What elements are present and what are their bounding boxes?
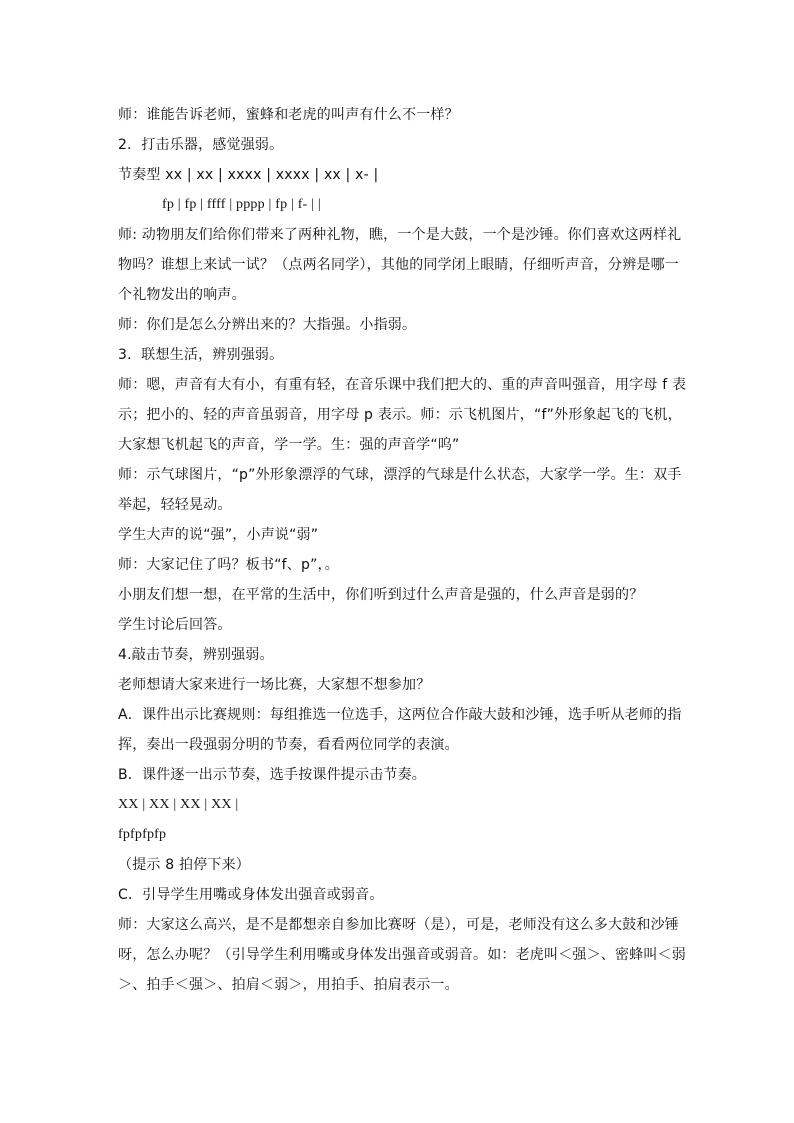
text-line-7: 个礼物发出的响声。 [118,287,246,303]
rhythm-xx-line: XX | XX | XX | XX | [118,797,239,812]
text-line-29: 呀，怎么办呢？（引导学生利用嘴或身体发出强音或弱音。如：老虎叫＜强＞、密蜂叫＜弱 [118,947,686,963]
rhythm-dynamics-line: fp | fp | ffff | pppp | fp | f- | | [162,197,321,212]
text-line-22: 挥，奏出一段强弱分明的节奏，看看两位同学的表演。 [118,737,459,753]
text-line-23: B．课件逐一出示节奏，选手按课件提示击节奏。 [118,767,427,783]
text-line-12: 大家想飞机起飞的声音，学一学。生：强的声音学“呜” [118,437,460,453]
text-line-10: 师：嗯，声音有大有小，有重有轻，在音乐课中我们把大的、重的声音叫强音，用字母 f 表 [118,377,687,393]
text-line-19: 4.敲击节奏，辨别强弱。 [118,647,274,663]
text-line-17: 小朋友们想一想，在平常的生活中，你们听到过什么声音是强的，什么声音是弱的？ [118,587,644,603]
text-line-8: 师：你们是怎么分辨出来的？大指强。小指弱。 [118,317,417,333]
text-line-5: 师: 动物朋友们给你们带来了两种礼物，瞧，一个是大鼓，一个是沙锤。你们喜欢这两样礼 [118,227,682,243]
text-line-20: 老师想请大家来进行一场比赛，大家想不想参加？ [118,677,431,693]
text-line-27: C．引导学生用嘴或身体发出强音或弱音。 [118,887,384,903]
text-line-6: 物吗？谁想上来试一试？（点两名同学），其他的同学闭上眼睛，仔细听声音，分辨是哪一 [118,257,679,273]
text-line-16: 师：大家记住了吗？板书“f、p”，。 [118,557,339,573]
text-line-14: 举起，轻轻晃动。 [118,497,232,513]
text-line-21: A．课件出示比赛规则：每组推选一位选手，这两位合作敲大鼓和沙锤，选手听从老师的指 [118,707,682,723]
document-page [118,100,687,1000]
text-line-2: 2．打击乐器，感觉强弱。 [118,137,284,153]
text-line-26: （提示 8 拍停下来） [118,857,251,873]
text-line-18: 学生讨论后回答。 [118,617,232,633]
text-line-13: 师：示气球图片，“p”外形象漂浮的气球，漂浮的气球是什么状态，大家学一学。生：双手 [118,467,682,483]
rhythm-fp-line: fpfpfpfp [118,827,167,842]
text-line-30: ＞、拍手＜强＞、拍肩＜弱＞，用拍手、拍肩表示一。 [118,977,459,993]
text-line-9: 3．联想生活，辨别强弱。 [118,347,284,363]
rhythm-pattern-line: 节奏型 xx | xx | xxxx | xxxx | xx | x- | [118,167,379,183]
text-line-1: 师：谁能告诉老师，蜜蜂和老虎的叫声有什么不一样？ [118,107,459,123]
text-line-11: 示；把小的、轻的声音虽弱音，用字母 p 表示。师：示飞机图片，“f”外形象起飞的飞机， [118,407,682,423]
text-line-28: 师：大家这么高兴，是不是都想亲自参加比赛呀（是），可是，老师没有这么多大鼓和沙锤 [118,917,679,933]
text-line-15: 学生大声的说“强”，小声说“弱” [118,527,319,543]
